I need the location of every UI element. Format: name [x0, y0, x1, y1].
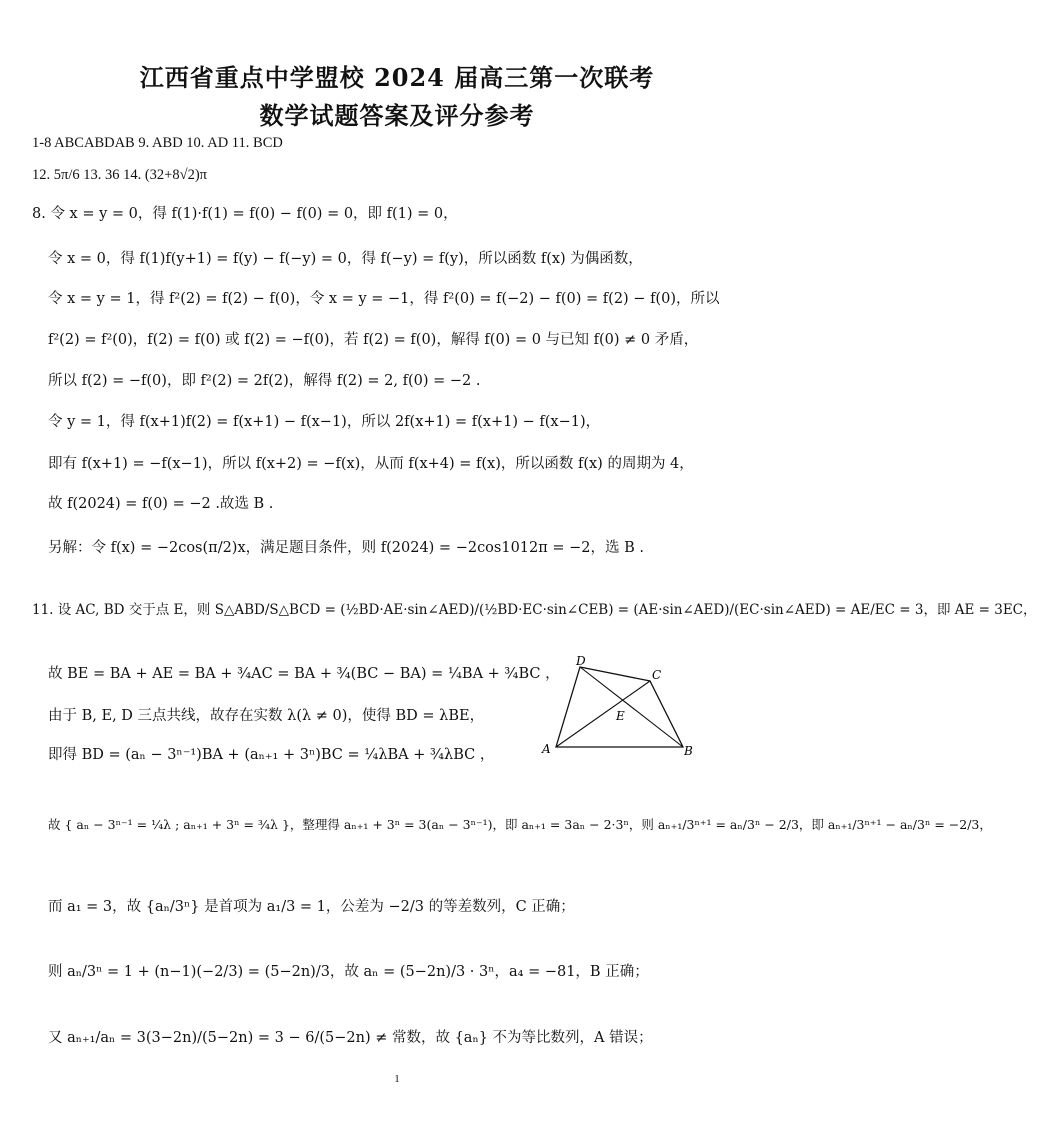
solution-8-line-2: 令 x = 0，得 f(1)f(y+1) = f(y) − f(−y) = 0，得 f(−y) = f(y)，所以函数 f(x) 为偶函数， [48, 251, 643, 267]
solution-8-line-7: 即有 f(x+1) = −f(x−1)，所以 f(x+2) = −f(x)，从而 f(x+4) = f(x)，所以函数 f(x) 的周期为 4， [48, 456, 694, 472]
exam-subtitle: 数学试题答案及评分参考 [259, 101, 535, 130]
solution-8-line-3: 令 x = y = 1，得 f²(2) = f(2) − f(0)，令 x = y = −1，得 f²(0) = f(−2) − f(0) = f(2) − f(0)，所以 [48, 291, 720, 307]
solution-11-line-2: 故 BE = BA + AE = BA + ¾AC = BA + ¾(BC − BA) = ¼BA + ¾BC ， [48, 666, 560, 682]
label-b: B [684, 744, 693, 758]
solution-11-line-8: 又 aₙ₊₁/aₙ = 3(3−2n)/(5−2n) = 3 − 6/(5−2n) ≠ 常数，故 {aₙ} 不为等比数列，A 错误； [48, 1030, 653, 1046]
label-c: C [652, 668, 662, 682]
label-e: E [616, 709, 625, 723]
solution-8-line-4: f²(2) = f²(0)，f(2) = f(0) 或 f(2) = −f(0)，若 f(2) = f(0)，解得 f(0) = 0 与已知 f(0) ≠ 0 矛盾， [48, 332, 699, 348]
solution-11-line-1: 11. 设 AC, BD 交于点 E，则 S△ABD/S△BCD = (½BD·AE·sin∠AED)/(½BD·EC·sin∠CEB) = (AE·sin∠AED)/(EC·sin∠AED) = AE/EC = 3，即 AE = 3EC， [32, 602, 1037, 618]
solution-11-line-3: 由于 B, E, D 三点共线，故存在实数 λ(λ ≠ 0)，使得 BD = λBE， [48, 708, 485, 724]
answers-row-1: 1-8 ABCABDAB 9. ABD 10. AD 11. BCD [32, 135, 283, 151]
solution-11-line-4: 即得 BD = (aₙ − 3ⁿ⁻¹)BA + (aₙ₊₁ + 3ⁿ)BC = ¼λBA + ¾λBC ， [48, 747, 495, 763]
label-a: A [542, 742, 551, 756]
diagonal-ac [556, 681, 650, 747]
label-d: D [576, 654, 586, 668]
page-number: 1 [394, 1073, 400, 1085]
solution-11-line-5: 故 { aₙ − 3ⁿ⁻¹ = ¼λ ; aₙ₊₁ + 3ⁿ = ¾λ }，整理得 aₙ₊₁ + 3ⁿ = 3(aₙ − 3ⁿ⁻¹)，即 aₙ₊₁ = 3aₙ − 2·3ⁿ，则 aₙ₊₁/3ⁿ⁺¹ = aₙ/3ⁿ − 2/3，即 aₙ₊₁/3ⁿ⁺¹ − aₙ/3ⁿ = −2/3， [48, 817, 992, 832]
quadrilateral-diagram [538, 655, 718, 765]
solution-8-line-5: 所以 f(2) = −f(0)，即 f²(2) = 2f(2)，解得 f(2) = 2, f(0) = −2 . [48, 373, 481, 389]
solution-11-line-7: 则 aₙ/3ⁿ = 1 + (n−1)(−2/3) = (5−2n)/3，故 aₙ = (5−2n)/3 · 3ⁿ，a₄ = −81，B 正确； [48, 964, 649, 980]
quadrilateral-outline [556, 667, 683, 747]
solution-8-alt: 另解：令 f(x) = −2cos(π/2)x，满足题目条件，则 f(2024) = −2cos1012π = −2，选 B . [48, 540, 645, 556]
diagonal-bd [580, 667, 683, 747]
solution-11-line-6: 而 a₁ = 3，故 {aₙ/3ⁿ} 是首项为 a₁/3 = 1，公差为 −2/3 的等差数列，C 正确； [48, 899, 575, 915]
exam-title: 江西省重点中学盟校 2024 届高三第一次联考 [139, 63, 655, 92]
solution-8-line-1: 8. 令 x = y = 0，得 f(1)·f(1) = f(0) − f(0) = 0，即 f(1) = 0， [32, 206, 458, 222]
solution-8-line-8: 故 f(2024) = f(0) = −2 .故选 B . [48, 496, 274, 512]
solution-8-line-6: 令 y = 1，得 f(x+1)f(2) = f(x+1) − f(x−1)，所以 2f(x+1) = f(x+1) − f(x−1)， [48, 414, 601, 430]
answers-row-2: 12. 5π/6 13. 36 14. (32+8√2)π [32, 167, 207, 183]
